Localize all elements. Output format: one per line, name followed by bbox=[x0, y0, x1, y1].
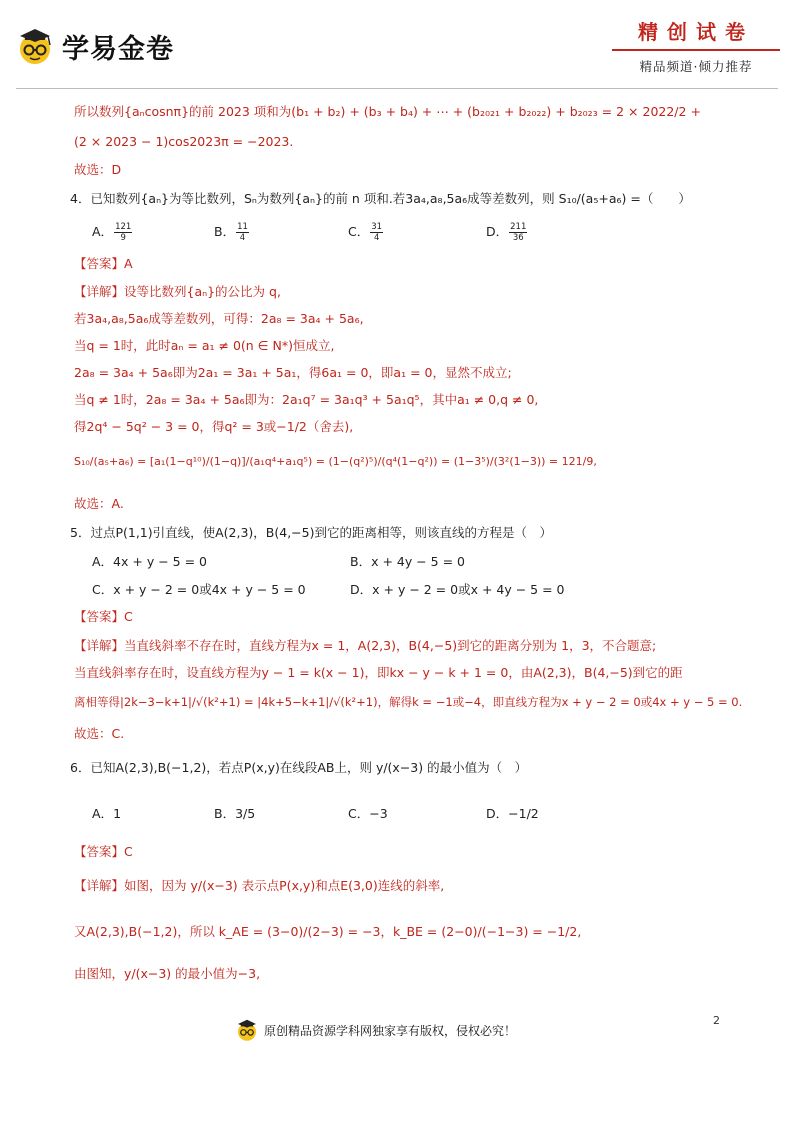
q5-option-a: A．4x + y − 5 = 0 bbox=[92, 554, 207, 569]
tag-title: 精创试卷 bbox=[638, 20, 754, 44]
q5-option-c: C．x + y − 2 = 0或4x + y − 5 = 0 bbox=[92, 582, 306, 597]
q4-detail-line-6: 得2q⁴ − 5q² − 3 = 0，得q² = 3或−1/2（舍去), bbox=[74, 419, 354, 434]
page-number: 2 bbox=[713, 1014, 720, 1027]
prev-solution-choice: 故选：D bbox=[74, 162, 122, 177]
page-footer bbox=[0, 1014, 794, 1044]
q5-option-b: B．x + 4y − 5 = 0 bbox=[350, 554, 465, 569]
brand-logo[interactable] bbox=[14, 26, 174, 66]
q6-detail-line-1: 【详解】如图，因为 y/(x−3) 表示点P(x,y)和点E(3,0)连线的斜率, bbox=[74, 878, 445, 893]
q5-detail-line-1: 【详解】当直线斜率不存在时，直线方程为x = 1，A(2,3)，B(4,−5)到它的距离分别为 1，3，不合题意; bbox=[74, 638, 657, 653]
q4-detail-line-4: 2a₈ = 3a₄ + 5a₆即为2a₁ = 3a₁ + 5a₁，得6a₁ = 0，即a₁ = 0，显然不成立; bbox=[74, 365, 512, 380]
prev-solution-line-2: (2 × 2023 − 1)cos2023π = −2023. bbox=[74, 134, 294, 149]
q4-answer: 【答案】A bbox=[74, 256, 133, 271]
prev-solution-line-1: 所以数列{aₙcosnπ}的前 2023 项和为(b₁ + b₂) + (b₃ + b₄) + ⋯ + (b₂₀₂₁ + b₂₀₂₂) + b₂₀₂₃ = 2 × 2022/2 + bbox=[74, 104, 701, 119]
q6-option-d: D．−1/2 bbox=[486, 806, 539, 821]
mascot-icon bbox=[14, 26, 56, 66]
page-header bbox=[0, 0, 794, 92]
q4-detail-line-3: 当q = 1时，此时aₙ = a₁ ≠ 0(n ∈ N*)恒成立, bbox=[74, 338, 335, 353]
q6-answer: 【答案】C bbox=[74, 844, 133, 859]
copyright-text: 原创精品资源学科网独家享有版权，侵权必究！ bbox=[264, 1023, 517, 1038]
mascot-icon bbox=[234, 1018, 260, 1042]
header-divider bbox=[16, 88, 778, 89]
q5-detail-line-2: 当直线斜率存在时，设直线方程为y − 1 = k(x − 1)，即kx − y − k + 1 = 0，由A(2,3)，B(4,−5)到它的距 bbox=[74, 665, 683, 680]
q4-choice: 故选：A. bbox=[74, 496, 124, 511]
q4-option-a: A． $\frac{121}{9}$ bbox=[92, 222, 132, 243]
q4-option-b: B． $\frac{11}{4}$ bbox=[214, 222, 248, 243]
q6-option-b: B．3/5 bbox=[214, 806, 256, 821]
q4-option-d: D． $\frac{211}{36}$ bbox=[486, 222, 527, 243]
tag-subtitle: 精品频道·倾力推荐 bbox=[639, 59, 753, 74]
question-4-stem: 4．已知数列{aₙ}为等比数列，Sₙ为数列{aₙ}的前 n 项和.若3a₄,a₈,5a₆成等差数列，则 S₁₀/(a₅+a₆) =（ ） bbox=[70, 191, 691, 206]
q6-detail-line-3: 由图知，y/(x−3) 的最小值为−3, bbox=[74, 966, 261, 981]
q4-detail-line-1: 【详解】设等比数列{aₙ}的公比为 q, bbox=[74, 284, 281, 299]
brand-name: 学易金卷 bbox=[62, 33, 174, 65]
q4-detail-line-2: 若3a₄,a₈,5a₆成等差数列，可得：2a₈ = 3a₄ + 5a₆, bbox=[74, 311, 364, 326]
footer-notice bbox=[234, 1018, 516, 1042]
q6-option-c: C．−3 bbox=[348, 806, 388, 821]
question-6-stem: 6．已知A(2,3),B(−1,2)，若点P(x,y)在线段AB上，则 y/(x−3) 的最小值为（ ） bbox=[70, 760, 528, 775]
q4-detail-line-7: S₁₀/(a₅+a₆) = [a₁(1−q¹⁰)/(1−q)]/(a₁q⁴+a₁q⁵) = (1−(q²)⁵)/(q⁴(1−q²)) = (1−3⁵)/(3²(1−3)) = 121/9, bbox=[74, 455, 597, 468]
q6-option-a: A．1 bbox=[92, 806, 122, 821]
q5-detail-line-3: 离相等得|2k−3−k+1|/√(k²+1) = |4k+5−k+1|/√(k²+1)，解得k = −1或−4，即直线方程为x + y − 2 = 0或4x + y − 5 = 0. bbox=[74, 695, 743, 709]
header-tag bbox=[612, 16, 780, 75]
q5-option-d: D．x + y − 2 = 0或x + 4y − 5 = 0 bbox=[350, 582, 565, 597]
q5-choice: 故选：C. bbox=[74, 726, 125, 741]
q4-option-c: C． $\frac{31}{4}$ bbox=[348, 222, 383, 243]
q6-detail-line-2: 又A(2,3),B(−1,2)，所以 k_AE = (3−0)/(2−3) = −3，k_BE = (2−0)/(−1−3) = −1/2, bbox=[74, 924, 582, 939]
q4-detail-line-5: 当q ≠ 1时，2a₈ = 3a₄ + 5a₆即为：2a₁q⁷ = 3a₁q³ + 5a₁q⁵，其中a₁ ≠ 0,q ≠ 0, bbox=[74, 392, 539, 407]
question-5-stem: 5．过点P(1,1)引直线，使A(2,3)，B(4,−5)到它的距离相等，则该直线的方程是（ ） bbox=[70, 525, 552, 540]
q5-answer: 【答案】C bbox=[74, 609, 133, 624]
